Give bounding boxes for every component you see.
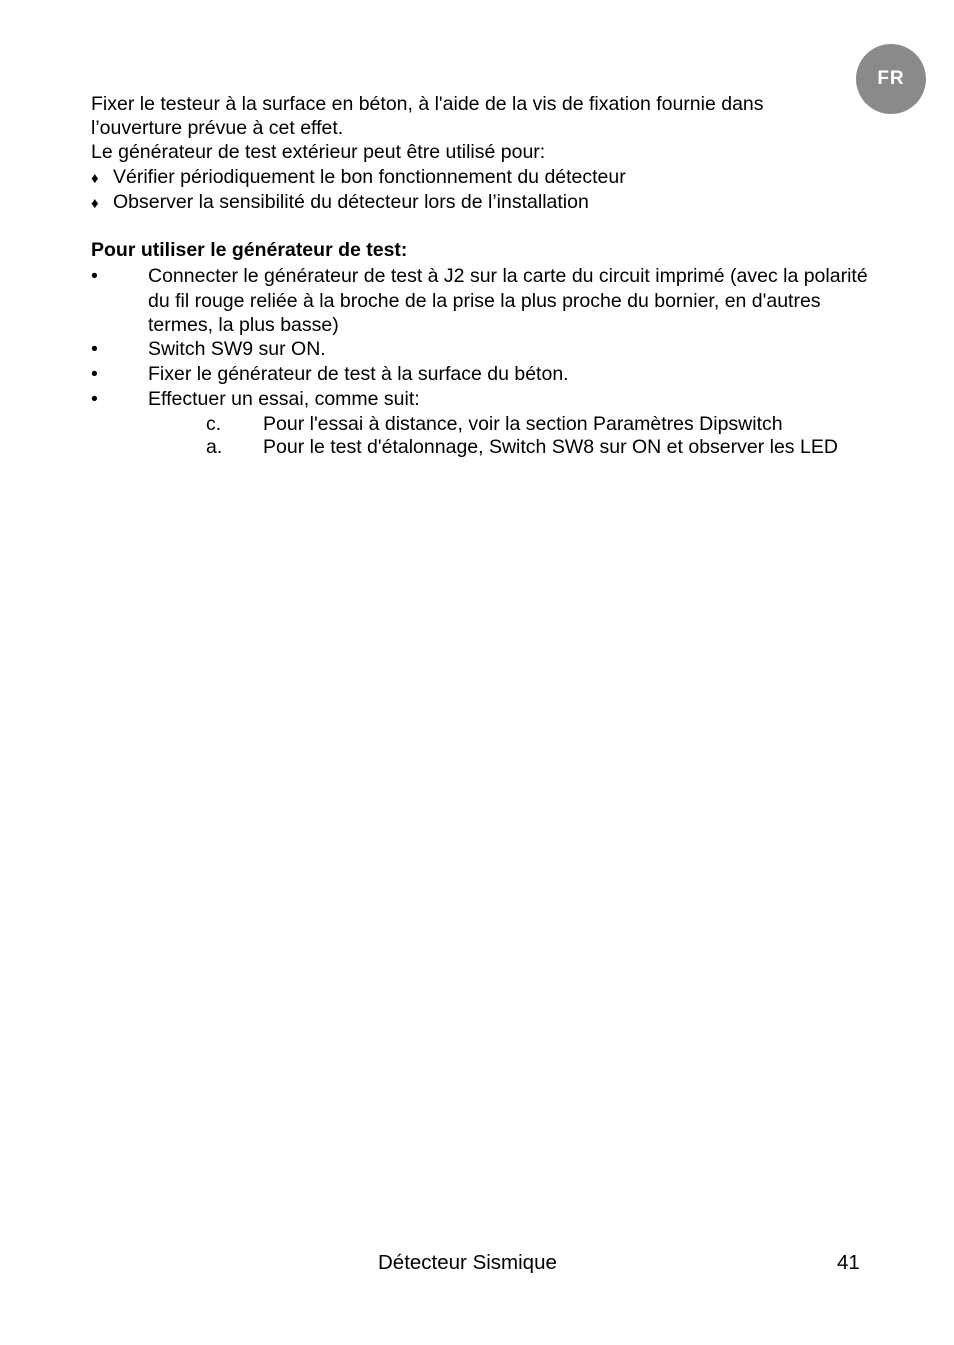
list-item-text: Fixer le générateur de test à la surface du béton. <box>148 363 569 385</box>
footer-title: Détecteur Sismique <box>378 1251 557 1274</box>
bullet-icon: • <box>91 363 98 385</box>
list-item-text: Effectuer un essai, comme suit: <box>148 388 420 410</box>
list-item-text: Connecter le générateur de test à J2 sur la carte du circuit imprimé (avec la polarité du fil rouge reliée à la broche de la prise la plus proche du bornier, en d'autres termes, la plus basse) <box>148 265 868 336</box>
list-item <box>91 387 871 412</box>
list-item-text: Switch SW9 sur ON. <box>148 338 326 360</box>
diamond-bullet-icon: ♦ <box>91 170 99 187</box>
list-item <box>91 337 871 362</box>
list-item-text: Vérifier périodiquement le bon fonctionnement du détecteur <box>113 166 626 188</box>
sub-list-text: Pour l'essai à distance, voir la section Paramètres Dipswitch <box>263 413 783 435</box>
list-item <box>91 264 871 338</box>
language-badge <box>856 44 926 114</box>
bullet-icon: • <box>91 265 98 287</box>
intro-line-1: Fixer le testeur à la surface en béton, à l'aide de la vis de fixation fournie dans <box>91 93 764 115</box>
sub-list-marker: a. <box>206 436 223 458</box>
language-badge-label: FR <box>877 67 905 89</box>
bullet-icon: • <box>91 338 98 360</box>
bullet-icon: • <box>91 388 98 410</box>
list-item <box>91 190 589 217</box>
list-item <box>91 362 871 387</box>
sub-list-marker: c. <box>206 413 222 435</box>
page-number: 41 <box>837 1251 860 1274</box>
list-item <box>91 165 626 192</box>
diamond-bullet-icon: ♦ <box>91 195 99 212</box>
section-heading: Pour utiliser le générateur de test: <box>91 239 408 261</box>
list-item-text: Observer la sensibilité du détecteur lors de l’installation <box>113 191 589 213</box>
sub-list-text: Pour le test d'étalonnage, Switch SW8 sur ON et observer les LED <box>263 436 838 458</box>
intro-line-3: Le générateur de test extérieur peut être utilisé pour: <box>91 141 546 163</box>
intro-line-2: l’ouverture prévue à cet effet. <box>91 117 344 139</box>
